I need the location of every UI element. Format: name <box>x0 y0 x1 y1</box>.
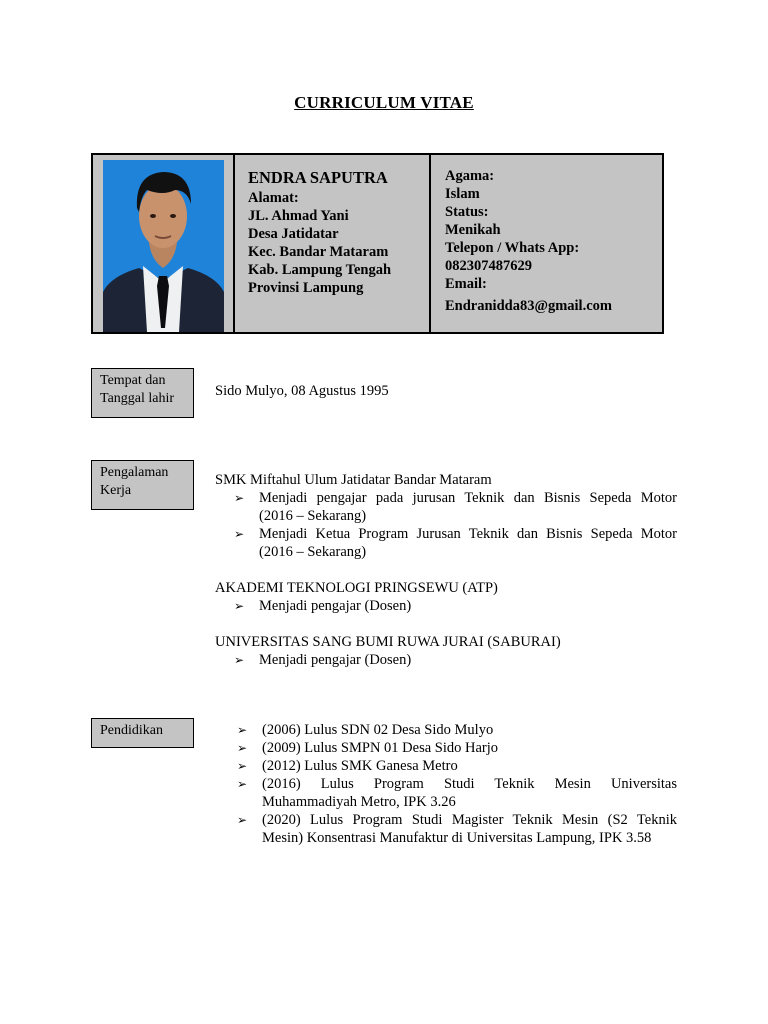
list-item: ➢ (2016) Lulus Program Studi Teknik Mesin Universitas Muhammadiyah Metro, IPK 3.26 <box>237 776 677 810</box>
experience-content <box>215 471 677 669</box>
email-value: Endranidda83@gmail.com <box>445 298 612 314</box>
arrow-bullet-icon: ➢ <box>234 653 245 667</box>
arrow-bullet-icon: ➢ <box>234 491 245 505</box>
arrow-bullet-icon: ➢ <box>237 741 248 755</box>
email-label: Email: <box>445 276 487 292</box>
list-item: ➢ Menjadi Ketua Program Jurusan Teknik dan Bisnis Sepeda Motor (2016 – Sekarang) <box>234 526 677 560</box>
education-label-box: Pendidikan <box>91 718 194 748</box>
experience-org: UNIVERSITAS SANG BUMI RUWA JURAI (SABURAI) <box>215 634 561 650</box>
status-label: Status: <box>445 204 489 220</box>
phone-label: Telepon / Whats App: <box>445 240 580 256</box>
birth-value: Sido Mulyo, 08 Agustus 1995 <box>215 383 389 399</box>
address-street: JL. Ahmad Yani <box>248 208 349 224</box>
list-item: ➢ (2020) Lulus Program Studi Magister Teknik Mesin (S2 Teknik Mesin) Konsentrasi Manufaktur di Universitas Lampung, IPK 3.58 <box>237 812 677 846</box>
list-item: ➢ (2009) Lulus SMPN 01 Desa Sido Harjo <box>237 740 499 756</box>
address-cell <box>235 155 431 332</box>
address-district: Kec. Bandar Mataram <box>248 244 389 260</box>
profile-header <box>91 153 664 334</box>
document-title: CURRICULUM VITAE <box>294 93 474 112</box>
arrow-bullet-icon: ➢ <box>234 599 245 613</box>
birth-label-box: Tempat dan Tanggal lahir <box>91 368 194 418</box>
experience-org: SMK Miftahul Ulum Jatidatar Bandar Mataram <box>215 472 492 488</box>
religion-value: Islam <box>445 186 480 202</box>
contact-cell <box>431 155 662 332</box>
arrow-bullet-icon: ➢ <box>237 777 248 791</box>
address-regency: Kab. Lampung Tengah <box>248 262 392 278</box>
list-item: ➢ (2012) Lulus SMK Ganesa Metro <box>237 758 458 774</box>
education-content <box>215 721 677 847</box>
profile-photo <box>103 160 224 332</box>
list-item: ➢ Menjadi pengajar (Dosen) <box>234 598 412 614</box>
list-item: ➢ Menjadi pengajar (Dosen) <box>234 652 412 668</box>
address-label: Alamat: <box>248 190 299 206</box>
person-portrait-icon <box>103 160 224 332</box>
address-village: Desa Jatidatar <box>248 226 339 242</box>
religion-label: Agama: <box>445 168 495 184</box>
status-value: Menikah <box>445 222 501 238</box>
list-item: ➢ (2006) Lulus SDN 02 Desa Sido Mulyo <box>237 722 494 738</box>
full-name: ENDRA SAPUTRA <box>248 168 388 187</box>
arrow-bullet-icon: ➢ <box>237 723 248 737</box>
photo-cell <box>93 155 235 332</box>
experience-org: AKADEMI TEKNOLOGI PRINGSEWU (ATP) <box>215 580 498 596</box>
experience-label-box: Pengalaman Kerja <box>91 460 194 510</box>
list-item: ➢ Menjadi pengajar pada jurusan Teknik dan Bisnis Sepeda Motor (2016 – Sekarang) <box>234 490 677 524</box>
arrow-bullet-icon: ➢ <box>237 813 248 827</box>
phone-value: 082307487629 <box>445 258 532 274</box>
address-province: Provinsi Lampung <box>248 280 364 296</box>
arrow-bullet-icon: ➢ <box>237 759 248 773</box>
arrow-bullet-icon: ➢ <box>234 527 245 541</box>
